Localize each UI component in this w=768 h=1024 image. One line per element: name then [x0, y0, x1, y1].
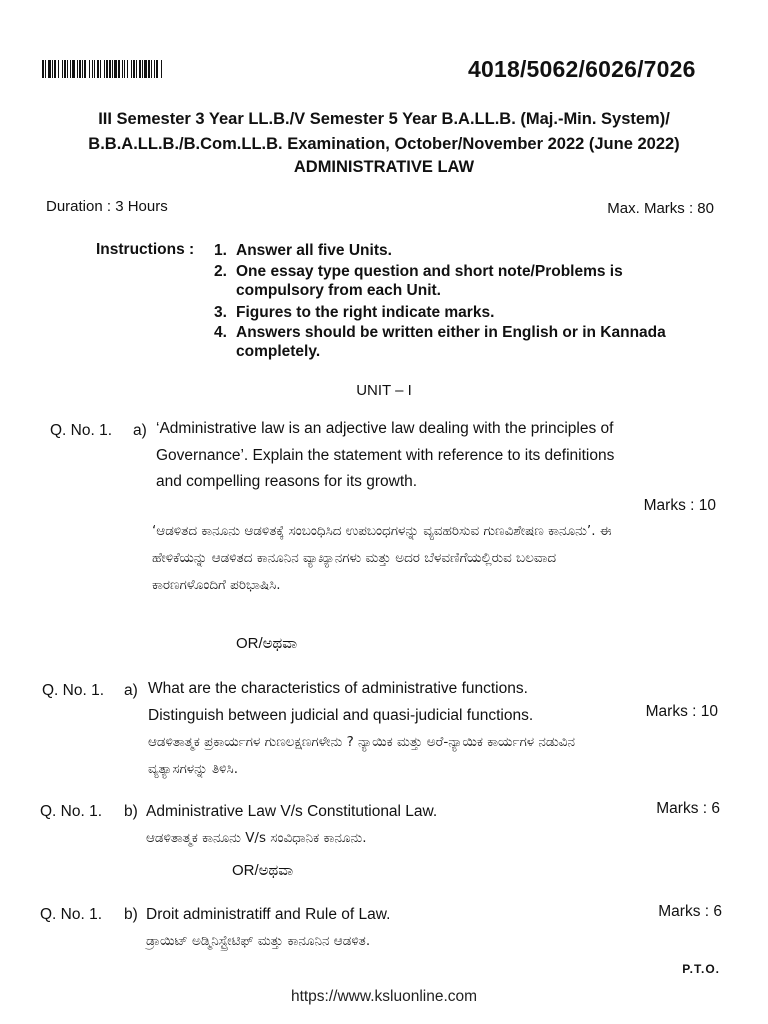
or-separator: OR/ಅಥವಾ [232, 862, 294, 879]
question-part: a) [124, 682, 138, 699]
barcode [42, 60, 326, 78]
question-number: Q. No. 1. [40, 803, 103, 820]
question-number: Q. No. 1. [42, 682, 105, 699]
instruction-number: 3. [214, 304, 227, 321]
question-text-english: What are the characteristics of administrative functions. Distinguish between judicial and quasi-judicial functions. [148, 680, 534, 724]
question-text-english: Droit administratiff and Rule of Law. [146, 906, 391, 923]
question-text-kannada: ಡ್ರಾಯಿಟ್ ಅಡ್ಮಿನಿಸ್ಟ್ರೇಟಿಫ್ ಮತ್ತು ಕಾನೂನಿನ ಆಡಳಿತ. [146, 933, 371, 949]
instruction-number: 2. [214, 263, 227, 280]
instruction-text: Answer all five Units. [236, 242, 392, 259]
question-part: b) [124, 906, 138, 923]
question-marks: Marks : 10 [645, 703, 718, 720]
question-part: b) [124, 803, 138, 820]
or-separator: OR/ಅಥವಾ [236, 635, 298, 652]
exam-title-line1: III Semester 3 Year LL.B./V Semester 5 Year B.A.LL.B. (Maj.-Min. System)/ [98, 110, 670, 128]
instruction-item [214, 323, 706, 361]
exam-title-line2: B.B.A.LL.B./B.Com.LL.B. Examination, October/November 2022 (June 2022) [88, 135, 680, 153]
footer-url: https://www.ksluonline.com [290, 988, 478, 1005]
question-text-english: Administrative Law V/s Constitutional Law. [146, 803, 438, 820]
question-part: a) [133, 422, 147, 439]
duration: Duration : 3 Hours [46, 198, 168, 215]
question-marks: Marks : 6 [656, 800, 720, 817]
question-marks: Marks : 6 [658, 903, 722, 920]
subject-title: ADMINISTRATIVE LAW [293, 158, 475, 176]
question-text-english: ‘Administrative law is an adjective law dealing with the principles of Governance’. Explain the statement with reference to its definitions and compelling reasons for its growth. [156, 420, 615, 490]
instruction-item [214, 303, 684, 322]
question-marks: Marks : 10 [643, 497, 716, 514]
question-text-kannada: ಆಡಳಿತಾತ್ಮಕ ಕಾನೂನು V/s ಸಂವಿಧಾನಿಕ ಕಾನೂನು. [146, 830, 367, 846]
instruction-number: 1. [214, 242, 227, 259]
paper-code: 4018/5062/6026/7026 [468, 56, 696, 82]
instruction-item [214, 241, 684, 260]
question-text-kannada: ಆಡಳಿತಾತ್ಮಕ ಪ್ರಕಾರ್ಯಗಳ ಗುಣಲಕ್ಷಣಗಳೇನು ? ನ್ಯಾಯಿಕ ಮತ್ತು ಅರೆ-ನ್ಯಾಯಿಕ ಕಾರ್ಯಗಳ ನಡುವಿನ ವ್ಯತ್ಯಾಸಗಳನ್ನು ತಿಳಿಸಿ. [148, 734, 576, 777]
instruction-number: 4. [214, 324, 227, 341]
instruction-text: One essay type question and short note/Problems is compulsory from each Unit. [236, 263, 623, 299]
instruction-text: Answers should be written either in English or in Kannada completely. [236, 324, 666, 360]
unit-heading: UNIT – I [356, 382, 412, 399]
instruction-text: Figures to the right indicate marks. [236, 304, 495, 321]
max-marks: Max. Marks : 80 [607, 200, 714, 217]
question-text-kannada: ‘ಆಡಳಿತದ ಕಾನೂನು ಆಡಳಿತಕ್ಕೆ ಸಂಬಂಧಿಸಿದ ಉಪಬಂಧಗಳನ್ನು ವ್ಯವಹರಿಸುವ ಗುಣವಿಶೇಷಣ ಕಾನೂನು’. ಈ ಹೇಳಿಕೆಯನ್ನು ಆಡಳಿತದ ಕಾನೂನಿನ ವ್ಯಾಖ್ಯಾನಗಳು ಮತ್ತು ಅದರ ಬೆಳವಣಿಗೆಯಲ್ಲಿರುವ ಬಲವಾದ ಕಾರಣಗಳೊಂದಿಗೆ ಪರಿಭಾಷಿಸಿ. [152, 523, 612, 593]
question-number: Q. No. 1. [40, 906, 103, 923]
instructions-label: Instructions : [96, 241, 195, 258]
pto-marker: P.T.O. [682, 962, 720, 976]
question-number: Q. No. 1. [50, 422, 113, 439]
instruction-item [214, 262, 706, 300]
